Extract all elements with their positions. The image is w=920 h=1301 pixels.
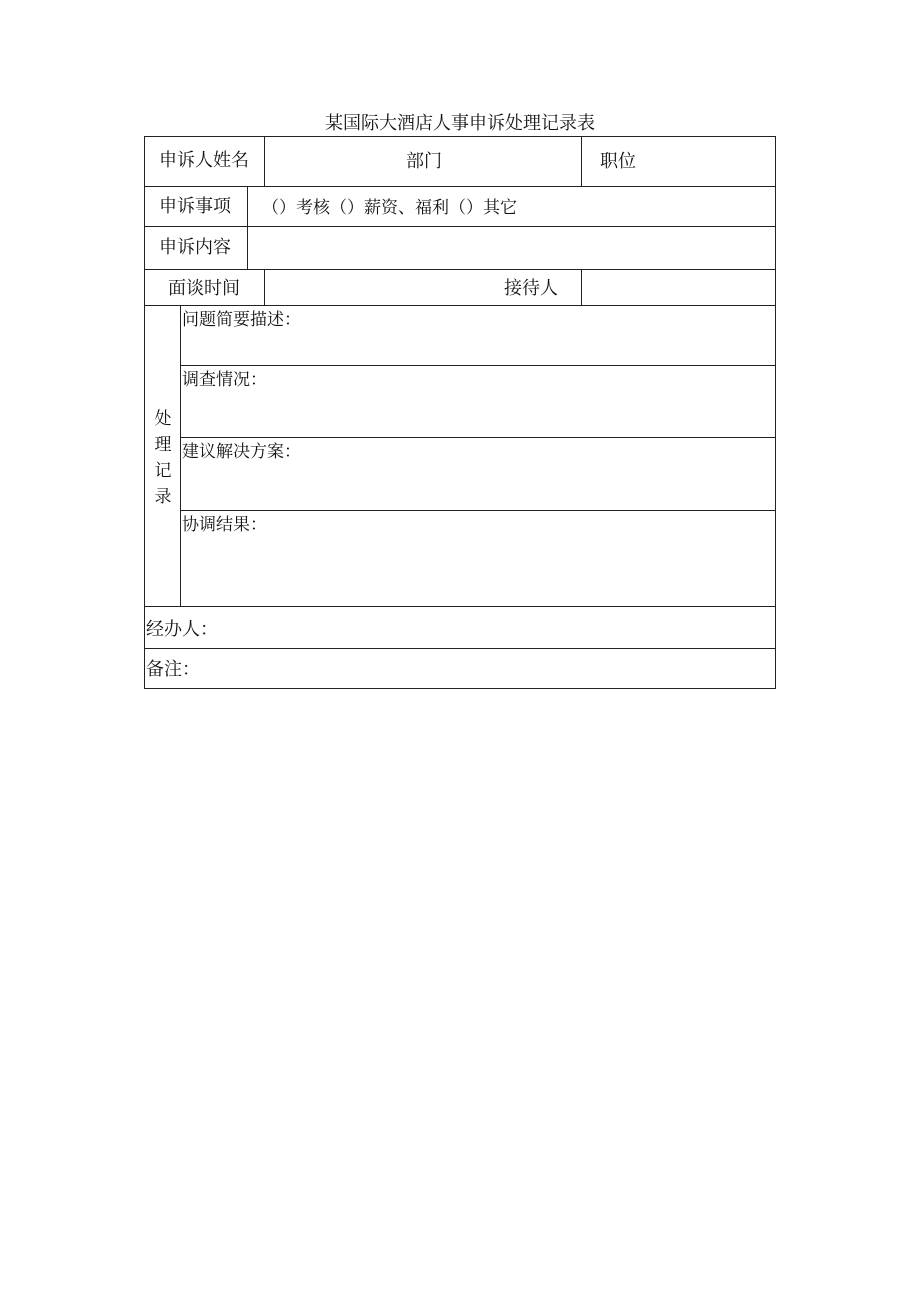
row-divider (144, 269, 776, 270)
problem-description-label: 问题简要描述： (182, 310, 301, 330)
row-divider (144, 606, 776, 607)
table-border-bottom (144, 688, 776, 689)
record-label-char: 录 (154, 487, 172, 507)
table-border-right (775, 136, 776, 689)
table-border-left (144, 136, 145, 689)
handler-label: 经办人： (146, 619, 218, 640)
record-divider (181, 510, 776, 511)
interview-time-label: 面谈时间 (168, 278, 240, 299)
appeal-matter-options: （）考核（）薪资、福利（）其它 (262, 198, 517, 218)
col-divider (264, 136, 265, 186)
row-divider (144, 648, 776, 649)
applicant-name-label: 申诉人姓名 (159, 150, 249, 171)
document-title: 某国际大酒店人事申诉处理记录表 (325, 113, 595, 134)
col-divider (581, 136, 582, 186)
remark-label: 备注： (146, 659, 200, 680)
investigation-label: 调查情况： (182, 370, 267, 390)
appeal-content-label: 申诉内容 (159, 237, 231, 258)
record-divider (181, 365, 776, 366)
coordination-result-label: 协调结果： (182, 515, 267, 535)
processing-record-label (154, 406, 172, 510)
row-divider (144, 226, 776, 227)
table-border-top (144, 136, 776, 137)
col-divider (581, 269, 582, 305)
row-divider (144, 305, 776, 306)
col-divider (180, 305, 181, 606)
appeal-matter-label: 申诉事项 (159, 196, 231, 217)
row-divider (144, 186, 776, 187)
department-label: 部门 (406, 151, 442, 172)
record-label-char: 理 (154, 435, 172, 455)
suggested-solution-label: 建议解决方案： (182, 442, 301, 462)
receiver-label: 接待人 (504, 278, 558, 299)
position-label: 职位 (600, 151, 636, 172)
appeal-record-table (144, 136, 776, 689)
col-divider (247, 186, 248, 269)
col-divider (264, 269, 265, 305)
record-label-char: 处 (154, 409, 172, 429)
record-divider (181, 437, 776, 438)
record-label-char: 记 (154, 461, 172, 481)
